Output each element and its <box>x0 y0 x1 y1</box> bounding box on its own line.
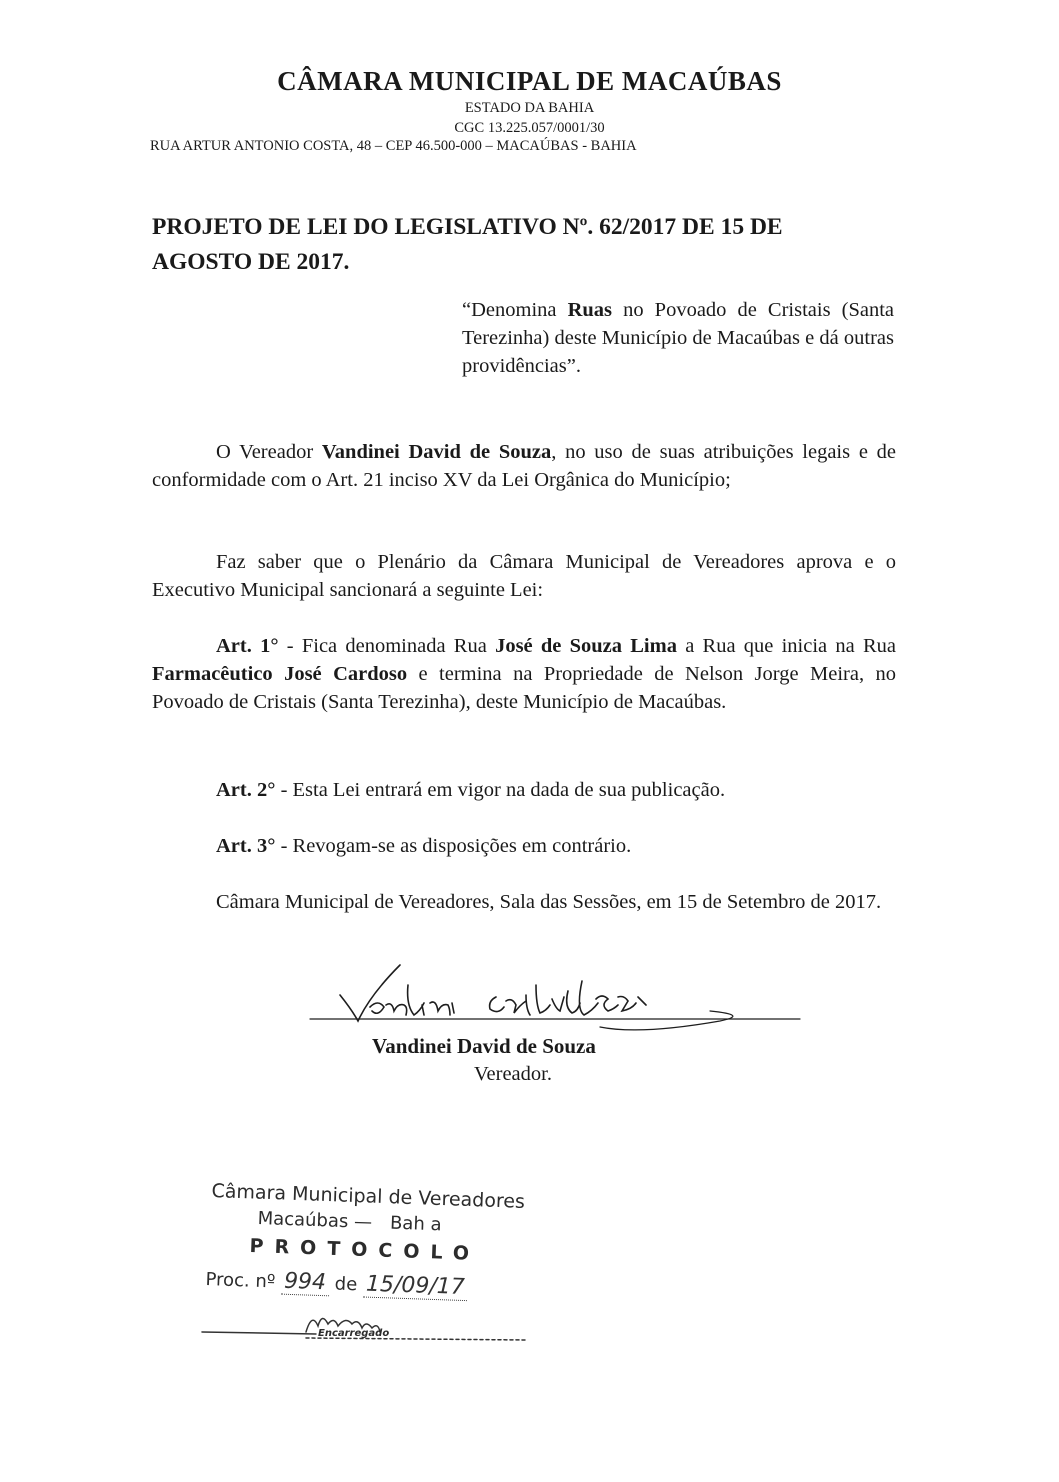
closing-paragraph: Câmara Municipal de Vereadores, Sala das Sessões, em 15 de Setembro de 2017. <box>216 891 882 913</box>
stamp-encarregado: Encarregado <box>318 1328 390 1339</box>
article-2-text: - Esta Lei entrará em vigor na dada de sua publicação. <box>275 779 726 801</box>
institution-name: CÂMARA MUNICIPAL DE MACAÚBAS <box>277 66 782 96</box>
stamp-initials-scribble <box>196 1180 536 1380</box>
protocol-stamp <box>196 1180 536 1380</box>
article-1-label: Art. 1° <box>216 635 279 657</box>
stamp-process-number: 994 <box>281 1269 330 1297</box>
cgc-number: CGC 13.225.057/0001/30 <box>454 120 605 136</box>
signatory-role: Vereador. <box>474 1063 552 1085</box>
article-1-street-name: José de Souza Lima <box>495 635 677 657</box>
article-3-text: - Revogam-se as disposições em contrário. <box>275 835 632 857</box>
state-name: ESTADO DA BAHIA <box>464 100 595 116</box>
bill-title: PROJETO DE LEI DO LEGISLATIVO Nº. 62/2017 DE 15 DE AGOSTO DE 2017. <box>152 214 783 275</box>
article-1-start-street: Farmacêutico José Cardoso <box>152 663 408 685</box>
summary-text-end: no Povoado de Cristais (Santa Terezinha) deste Município de Macaúbas e dá outras providências”. <box>462 299 894 377</box>
article-1-text-c: e termina na Propriedade de Nelson Jorge Meira, no Povoado de Cristais (Santa Terezinha), deste Município de Macaúbas. <box>152 663 896 713</box>
preamble-paragraph <box>152 438 896 494</box>
stamp-de-label: de <box>334 1273 358 1296</box>
preamble-councilor-name: Vandinei David de Souza <box>321 441 552 463</box>
stamp-institution: Câmara Municipal de Vereadores <box>211 1180 526 1213</box>
stamp-city: Macaúbas <box>257 1208 349 1233</box>
stamp-process-label: Proc. nº <box>205 1268 276 1293</box>
stamp-dash: — <box>353 1211 373 1233</box>
article-1 <box>152 632 896 716</box>
institution-address: RUA ARTUR ANTONIO COSTA, 48 – CEP 46.500-000 – MACAÚBAS - BAHIA <box>150 138 637 154</box>
preamble-text-start: O Vereador <box>216 441 322 463</box>
summary-bold-word: Ruas <box>567 299 613 321</box>
article-1-text-a: - Fica denominada Rua <box>278 635 496 657</box>
article-2-label: Art. 2° <box>216 779 276 801</box>
article-3-label: Art. 3° <box>216 835 276 857</box>
enactment-paragraph: Faz saber que o Plenário da Câmara Municipal de Vereadores aprova e o Executivo Municipal sancionará a seguinte Lei: <box>152 551 896 601</box>
summary-text-start: “Denomina <box>462 299 568 321</box>
handwritten-signature <box>300 955 820 1045</box>
article-2 <box>152 776 896 804</box>
stamp-state: Bah a <box>389 1212 442 1236</box>
stamp-protocol-label: PROTOCOLO <box>249 1235 481 1266</box>
signatory-name: Vandinei David de Souza <box>372 1034 596 1058</box>
preamble-text-end: , no uso de suas atribuições legais e de conformidade com o Art. 21 inciso XV da Lei Orgânica do Município; <box>152 441 897 491</box>
stamp-date: 15/09/17 <box>362 1271 468 1301</box>
bill-summary <box>462 296 894 380</box>
article-1-text-b: a Rua que inicia na Rua <box>676 635 896 657</box>
article-3 <box>152 832 896 860</box>
